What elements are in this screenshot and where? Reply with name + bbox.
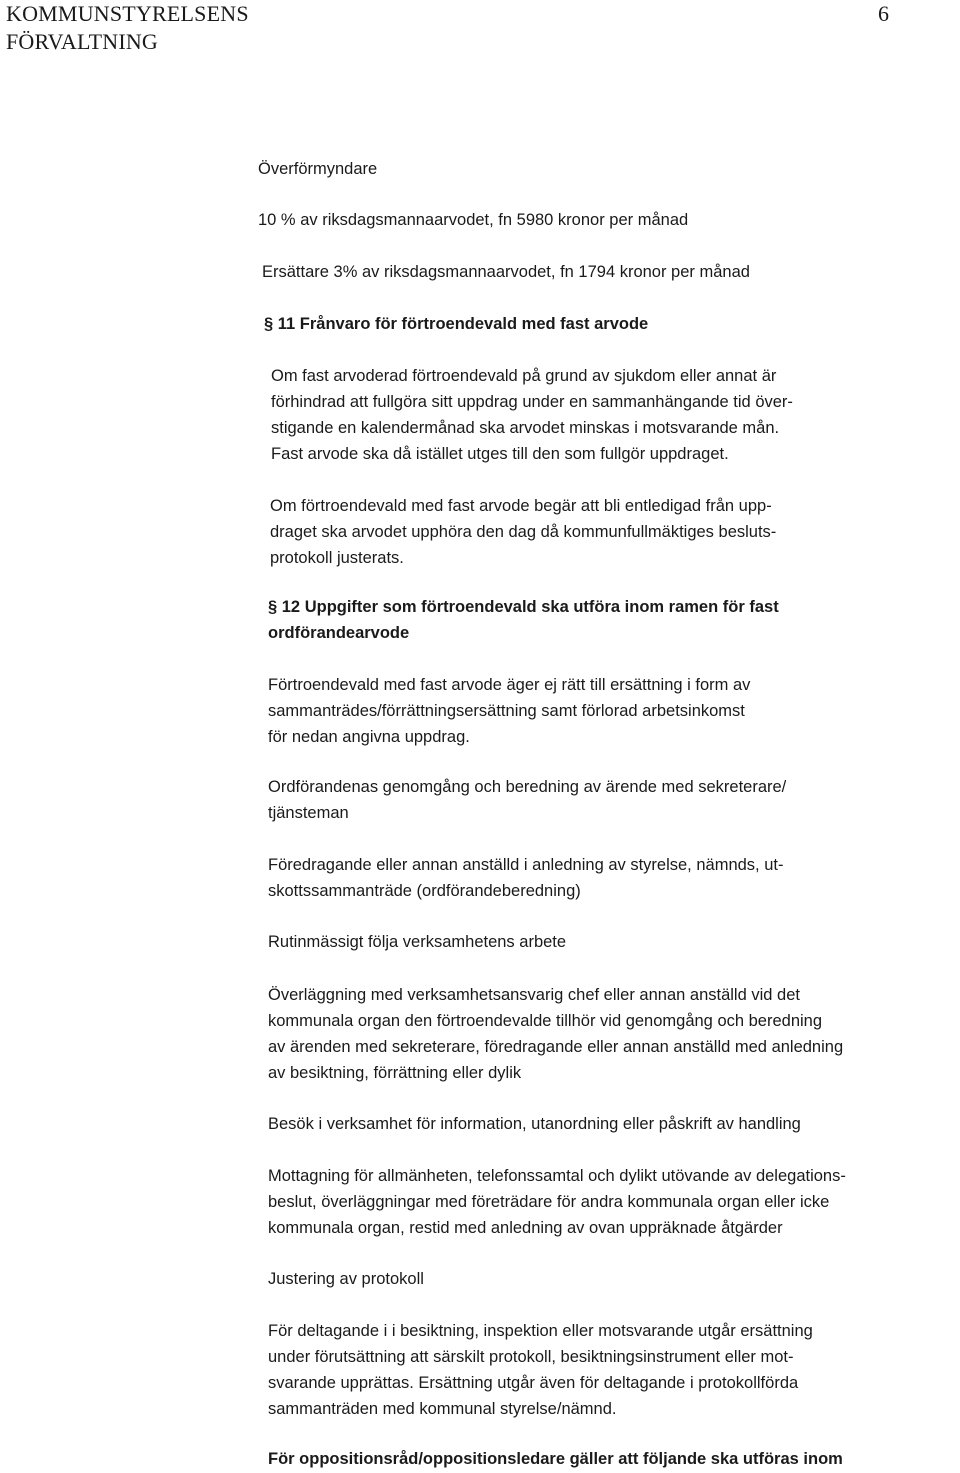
paragraph-line: draget ska arvodet upphöra den dag då kommunfullmäktiges besluts- [270,523,777,541]
page-number: 6 [878,1,889,26]
paragraph-line: Fast arvode ska då istället utges till den som fullgör uppdraget. [271,445,729,463]
ersattare-arvode-text: Ersättare 3% av riksdagsmannaarvodet, fn 1794 kronor per månad [262,263,750,281]
paragraph-line: Mottagning för allmänheten, telefonssamtal och dylikt utövande av delegations- [268,1167,846,1185]
header-org-line-1: KOMMUNSTYRELSENS [6,1,249,26]
paragraph-line: tjänsteman [268,804,349,822]
header-org-line-2: FÖRVALTNING [6,29,159,54]
paragraph-line: beslut, överläggningar med företrädare för andra kommunala organ eller icke [268,1193,830,1211]
paragraph-line: av ärenden med sekreterare, föredragande eller annan anställd med anledning [268,1038,844,1056]
paragraph-line: Ordförandenas genomgång och beredning av ärende med sekreterare/ [268,778,787,796]
heading-line: § 12 Uppgifter som förtroendevald ska utföra inom ramen för fast [268,598,779,616]
paragraph-line: Om förtroendevald med fast arvode begär att bli entledigad från upp- [270,497,772,515]
paragraph-line: stigande en kalendermånad ska arvodet minskas i motsvarande mån. [271,419,780,437]
paragraph-line: protokoll justerats. [270,549,404,567]
section-12-paragraph-3 [268,852,783,904]
paragraph-line: av besiktning, förrättning eller dylik [268,1064,522,1082]
paragraph-line: för nedan angivna uppdrag. [268,728,470,746]
section-12-paragraph-2 [268,774,786,826]
opposition-heading: För oppositionsråd/oppositionsledare gäller att följande ska utföras inom [268,1450,843,1468]
paragraph-line: kommunala organ den förtroendevalde tillhör vid genomgång och beredning [268,1012,823,1030]
section-12-heading [268,594,779,646]
section-11-paragraph-1 [271,363,793,467]
section-11-heading: § 11 Frånvaro för förtroendevald med fast arvode [264,315,649,333]
overformyndare-arvode-text: 10 % av riksdagsmannaarvodet, fn 5980 kronor per månad [258,211,689,229]
paragraph-line: förhindrad att fullgöra sitt uppdrag under en sammanhängande tid över- [271,393,793,411]
paragraph-line: skottssammanträde (ordförandeberedning) [268,882,581,900]
paragraph-line: Om fast arvoderad förtroendevald på grund av sjukdom eller annat är [271,367,777,385]
section-12-paragraph-6: Besök i verksamhet för information, utanordning eller påskrift av handling [268,1115,801,1133]
overformyndare-heading: Överförmyndare [258,160,378,178]
paragraph-line: Förtroendevald med fast arvode äger ej rätt till ersättning i form av [268,676,751,694]
paragraph-line: sammanträdes/förrättningsersättning samt förlorad arbetsinkomst [268,702,745,720]
section-12-paragraph-7 [268,1163,846,1241]
section-12-paragraph-8: Justering av protokoll [268,1270,424,1288]
section-12-paragraph-1 [268,672,750,750]
paragraph-line: Föredragande eller annan anställd i anledning av styrelse, nämnds, ut- [268,856,784,874]
heading-line: ordförandearvode [268,624,410,642]
section-11-paragraph-2 [270,493,776,571]
page-header-organization [6,0,249,56]
paragraph-line: sammanträden med kommunal styrelse/nämnd. [268,1400,617,1418]
paragraph-line: svarande upprättas. Ersättning utgår även för deltagande i protokollförda [268,1374,799,1392]
section-12-paragraph-5 [268,982,843,1086]
section-12-paragraph-4: Rutinmässigt följa verksamhetens arbete [268,933,567,951]
paragraph-line: Överläggning med verksamhetsansvarig chef eller annan anställd vid det [268,986,800,1004]
paragraph-line: kommunala organ, restid med anledning av ovan uppräknade åtgärder [268,1219,783,1237]
paragraph-line: under förutsättning att särskilt protokoll, besiktningsinstrument eller mot- [268,1348,794,1366]
paragraph-line: För deltagande i i besiktning, inspektion eller motsvarande utgår ersättning [268,1322,813,1340]
section-12-paragraph-9 [268,1318,813,1422]
